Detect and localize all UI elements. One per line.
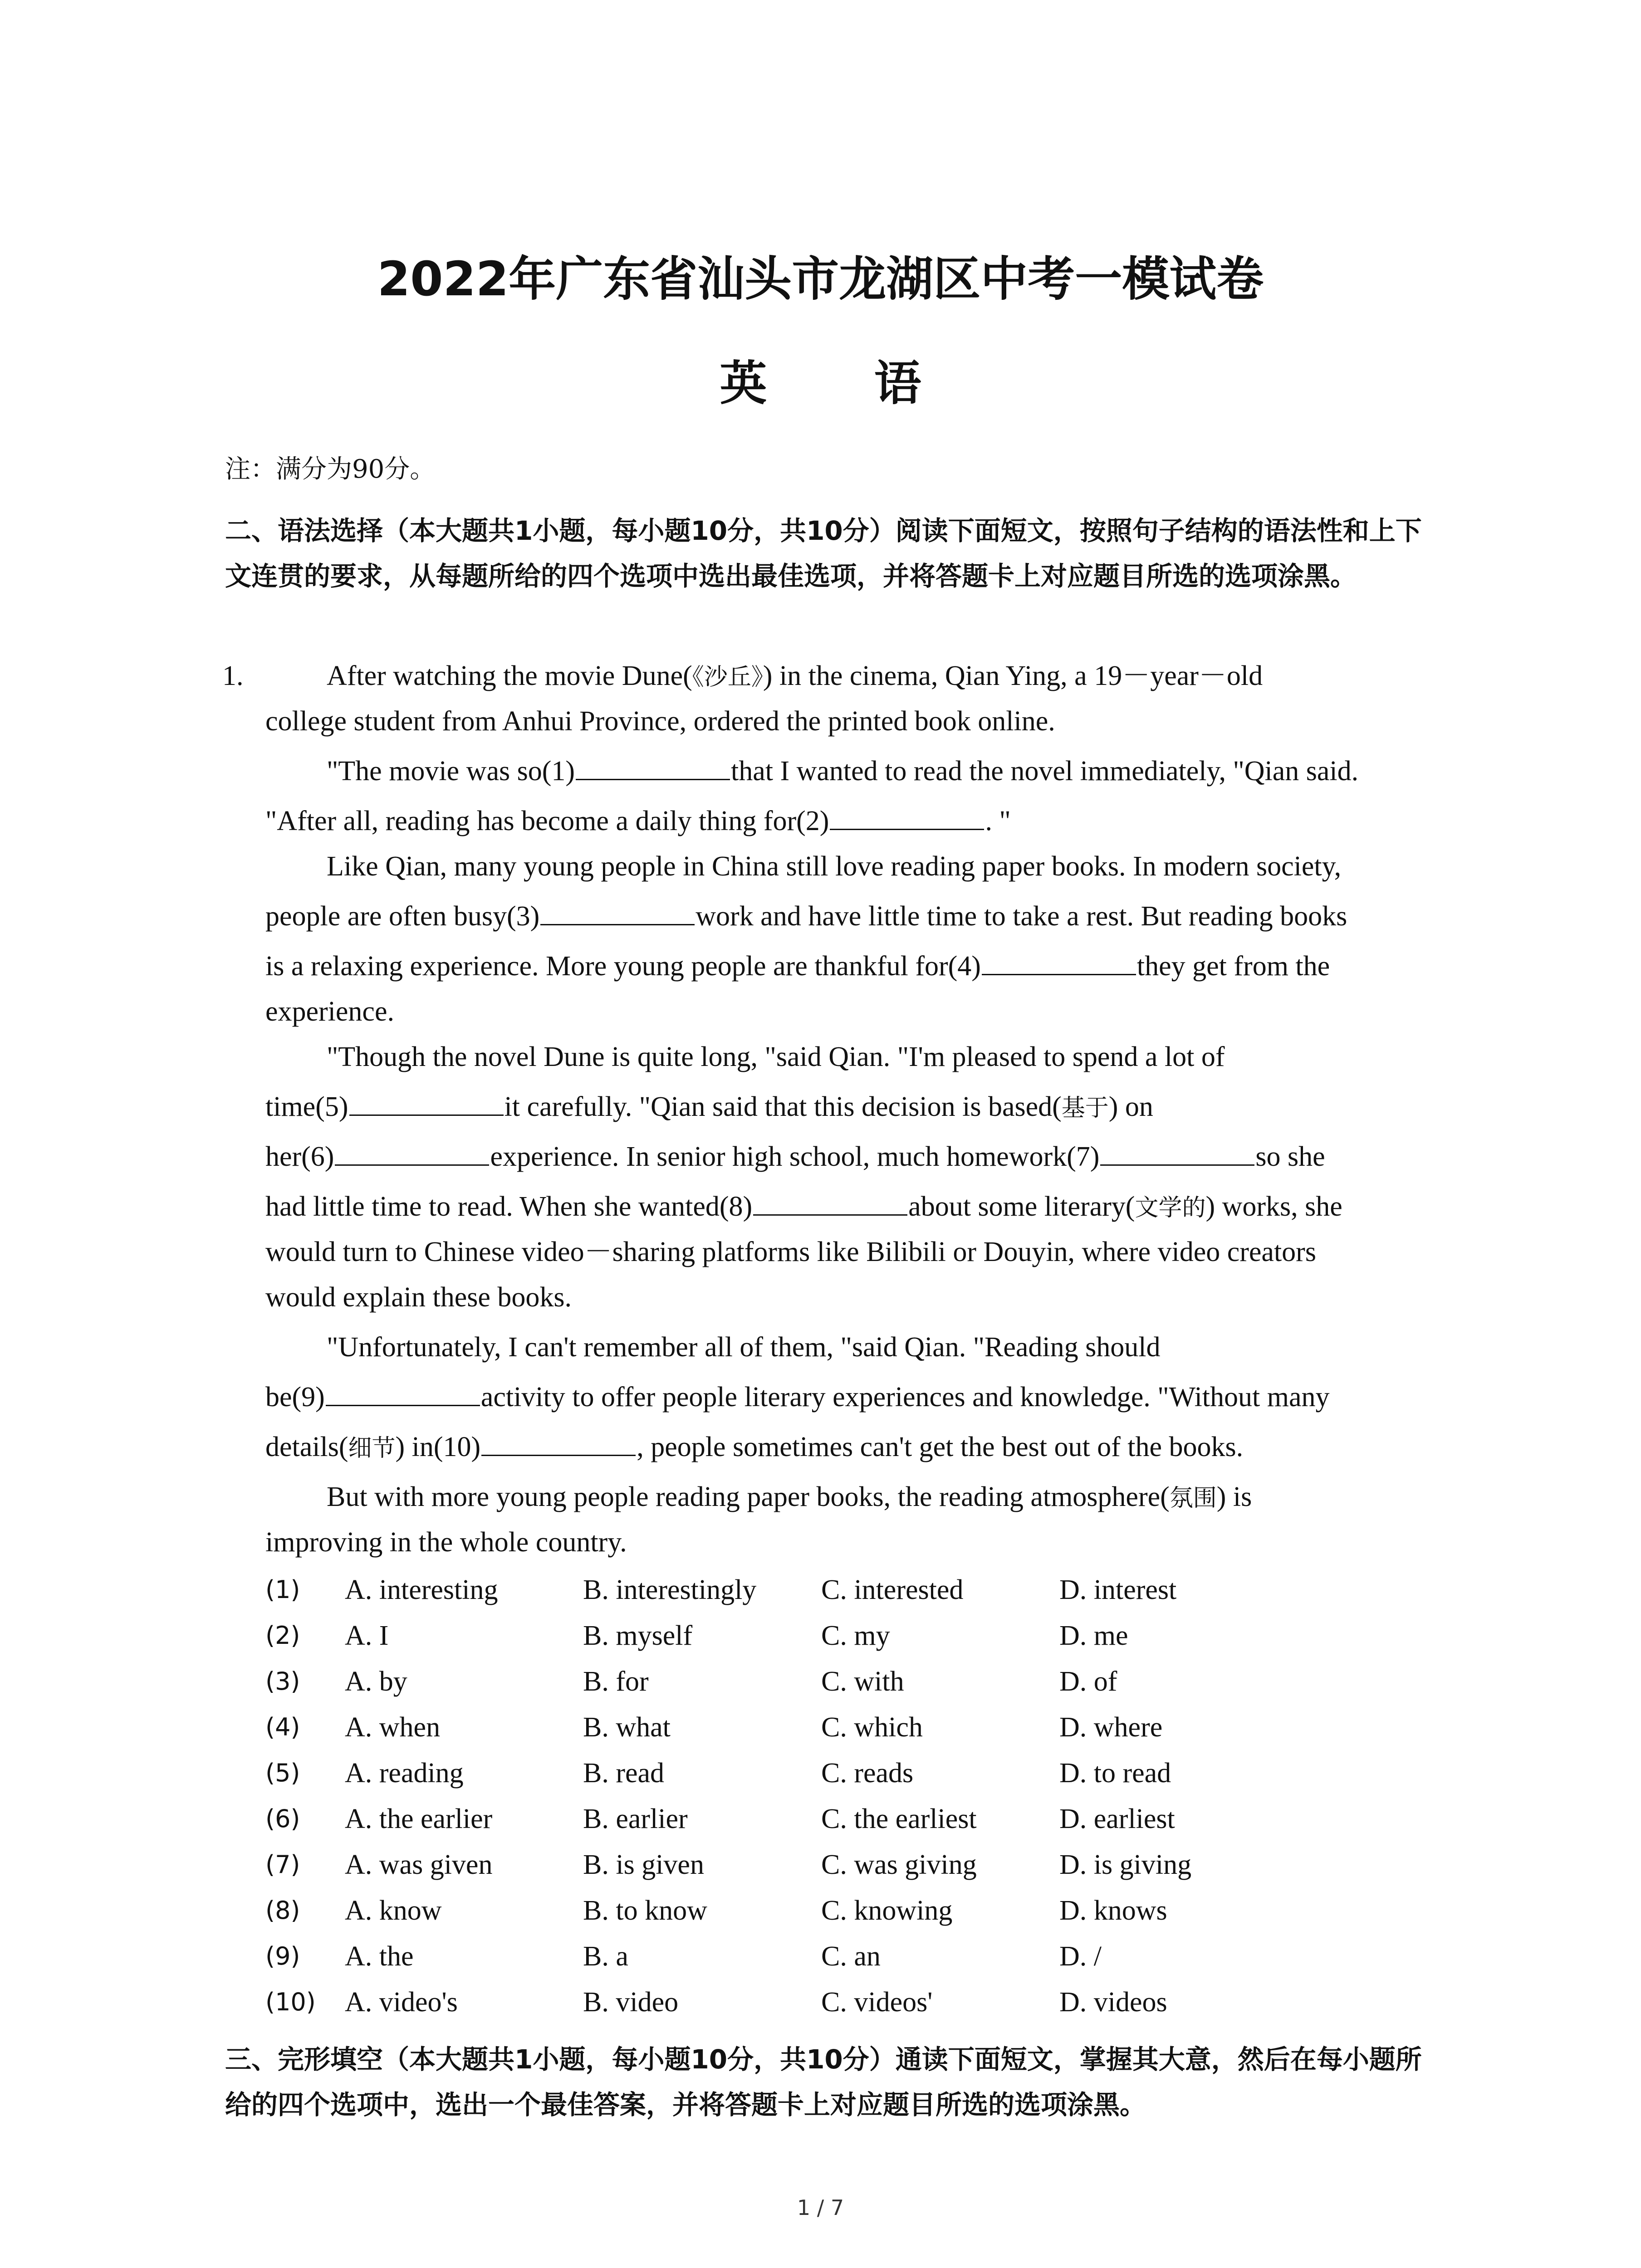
passage-line <box>327 1034 1225 1080</box>
passage-text: that I wanted to read the novel immediately, "Qian said. <box>731 756 1359 787</box>
option-d: D. interest <box>1059 1574 1177 1605</box>
answer-blank <box>349 1088 504 1116</box>
passage-text: improving in the whole country. <box>265 1527 627 1558</box>
option-d: D. to read <box>1059 1758 1171 1789</box>
passage-text: activity to offer people literary experiences and knowledge. "Without many <box>480 1382 1330 1413</box>
passage-text: be(9) <box>265 1382 325 1413</box>
passage-line <box>265 1084 1153 1131</box>
passage-text: , people sometimes can't get the best out of the books. <box>637 1432 1244 1462</box>
section-3-heading: 三、完形填空（本大题共1小题，每小题10分，共10分）通读下面短文，掌握其大意，然后在每小题所给的四个选项中，选出一个最佳答案，并将答题卡上对应题目所选的选项涂黑。 <box>225 2044 1422 2120</box>
passage-text: After watching the movie Dune( <box>327 660 692 691</box>
option-number: (6) <box>265 1804 300 1833</box>
passage-line <box>265 1424 1243 1471</box>
option-b: B. interestingly <box>583 1574 757 1605</box>
option-c: C. which <box>821 1712 923 1743</box>
option-a: A. know <box>345 1895 442 1926</box>
option-a: A. interesting <box>345 1574 498 1605</box>
passage-line <box>265 798 1011 844</box>
section-2-heading: 二、语法选择（本大题共1小题，每小题10分，共10分）阅读下面短文，按照句子结构的语法性和上下文连贯的要求，从每题所给的四个选项中选出最佳选项，并将答题卡上对应题目所选的选项涂黑。 <box>225 515 1422 591</box>
option-d: D. earliest <box>1059 1804 1175 1834</box>
page-number: 1 / 7 <box>797 2195 844 2220</box>
passage-line <box>265 1134 1325 1179</box>
passage-text: it carefully. "Qian said that this decision is based( <box>504 1091 1062 1122</box>
answer-blank <box>753 1188 907 1216</box>
option-number: (3) <box>265 1667 300 1696</box>
answer-blank <box>576 753 730 780</box>
option-c: C. my <box>821 1620 890 1651</box>
passage-line <box>327 844 1341 889</box>
option-d: D. videos <box>1059 1987 1167 2018</box>
option-b: B. for <box>583 1666 649 1697</box>
chinese-gloss: 氛围 <box>1169 1485 1217 1512</box>
chinese-gloss: 基于 <box>1061 1095 1109 1122</box>
option-number: (2) <box>265 1621 300 1650</box>
passage-text: Like Qian, many young people in China still love reading paper books. In modern society, <box>327 851 1342 882</box>
passage-text: college student from Anhui Province, ordered the printed book online. <box>265 706 1055 737</box>
passage-text: "The movie was so(1) <box>327 756 575 787</box>
option-b: B. is given <box>583 1849 704 1880</box>
option-c: C. interested <box>821 1574 964 1605</box>
option-number: (10) <box>265 1988 316 2016</box>
option-b: B. earlier <box>583 1804 688 1834</box>
answer-blank <box>335 1138 489 1166</box>
option-number: (7) <box>265 1850 300 1879</box>
passage-text: experience. In senior high school, much homework(7) <box>490 1141 1100 1172</box>
passage-line <box>265 943 1330 989</box>
option-a: A. by <box>345 1666 407 1697</box>
passage-line <box>327 1474 1252 1521</box>
passage-text: they get from the <box>1136 951 1330 982</box>
option-a: A. reading <box>345 1758 464 1789</box>
option-c: C. reads <box>821 1758 914 1789</box>
option-b: B. a <box>583 1941 628 1972</box>
passage-line <box>327 1325 1161 1370</box>
passage-text: ) is <box>1216 1481 1252 1512</box>
option-c: C. the earliest <box>821 1804 977 1834</box>
option-number: (5) <box>265 1759 300 1787</box>
chinese-gloss: 文学的 <box>1135 1194 1206 1222</box>
passage-line <box>265 1184 1342 1231</box>
option-b: B. myself <box>583 1620 693 1651</box>
passage-text: "Though the novel Dune is quite long, "said Qian. "I'm pleased to spend a lot of <box>327 1041 1225 1072</box>
passage-text: about some literary( <box>908 1191 1135 1222</box>
passage-text: But with more young people reading paper books, the reading atmosphere( <box>327 1481 1170 1512</box>
option-number: (4) <box>265 1713 300 1741</box>
passage-text: details( <box>265 1432 348 1462</box>
option-a: A. when <box>345 1712 441 1743</box>
passage-text: her(6) <box>265 1141 334 1172</box>
passage-text: ) on <box>1108 1091 1153 1122</box>
option-b: B. what <box>583 1712 671 1743</box>
answer-blank <box>481 1428 636 1456</box>
option-c: C. was giving <box>821 1849 977 1880</box>
option-number: (8) <box>265 1896 300 1925</box>
option-a: A. the earlier <box>345 1804 493 1834</box>
passage-text: so she <box>1255 1141 1325 1172</box>
chinese-gloss: 细节 <box>348 1435 396 1462</box>
option-d: D. knows <box>1059 1895 1167 1926</box>
passage-text: would turn to Chinese video－sharing platforms like Bilibili or Douyin, where video creators <box>265 1237 1316 1267</box>
passage-text: "After all, reading has become a daily thing for(2) <box>265 806 829 836</box>
option-b: B. read <box>583 1758 665 1789</box>
option-d: D. is giving <box>1059 1849 1192 1880</box>
passage-text: work and have little time to take a rest. But reading books <box>696 901 1347 932</box>
passage-text: is a relaxing experience. More young people are thankful for(4) <box>265 951 981 982</box>
passage-line <box>265 1275 572 1320</box>
passage-line <box>265 1520 627 1565</box>
passage-text: ) in(10) <box>395 1432 481 1462</box>
option-c: C. an <box>821 1941 881 1972</box>
exam-title: 2022年广东省汕头市龙湖区中考一模试卷 <box>377 251 1264 307</box>
option-a: A. I <box>345 1620 389 1651</box>
answer-blank <box>982 948 1136 975</box>
passage-line <box>327 748 1358 794</box>
passage-line <box>265 894 1347 939</box>
option-c: C. knowing <box>821 1895 953 1926</box>
passage-line <box>327 653 1263 700</box>
score-note: 注：满分为90分。 <box>225 455 436 484</box>
option-c: C. videos' <box>821 1987 933 2018</box>
passage-line <box>265 1229 1316 1275</box>
chinese-gloss: 《沙丘》 <box>692 664 763 691</box>
passage-text: people are often busy(3) <box>265 901 540 932</box>
option-c: C. with <box>821 1666 904 1697</box>
passage-line <box>265 699 1055 744</box>
passage-text: ) in the cinema, Qian Ying, a 19－year－old <box>763 660 1263 691</box>
option-a: A. the <box>345 1941 414 1972</box>
option-d: D. / <box>1059 1941 1102 1972</box>
option-number: (1) <box>265 1575 300 1604</box>
passage-text: ) works, she <box>1205 1191 1342 1222</box>
answer-blank <box>830 802 984 830</box>
passage-text: had little time to read. When she wanted(8) <box>265 1191 753 1222</box>
passage-text: would explain these books. <box>265 1282 572 1313</box>
passage-text: experience. <box>265 996 394 1027</box>
option-d: D. of <box>1059 1666 1117 1697</box>
subject-title: 英 语 <box>720 356 967 411</box>
passage-line <box>265 1374 1330 1420</box>
option-d: D. where <box>1059 1712 1163 1743</box>
option-a: A. was given <box>345 1849 493 1880</box>
answer-blank <box>1100 1138 1254 1166</box>
passage-text: "Unfortunately, I can't remember all of them, "said Qian. "Reading should <box>327 1332 1161 1363</box>
passage-text: . " <box>985 806 1011 836</box>
question-number: 1. <box>222 660 244 691</box>
option-b: B. video <box>583 1987 679 2018</box>
option-d: D. me <box>1059 1620 1128 1651</box>
option-b: B. to know <box>583 1895 707 1926</box>
passage-text: time(5) <box>265 1091 348 1122</box>
answer-blank <box>540 898 695 925</box>
option-a: A. video's <box>345 1987 458 2018</box>
passage-line <box>265 989 394 1034</box>
answer-blank <box>326 1378 480 1406</box>
option-number: (9) <box>265 1942 300 1970</box>
